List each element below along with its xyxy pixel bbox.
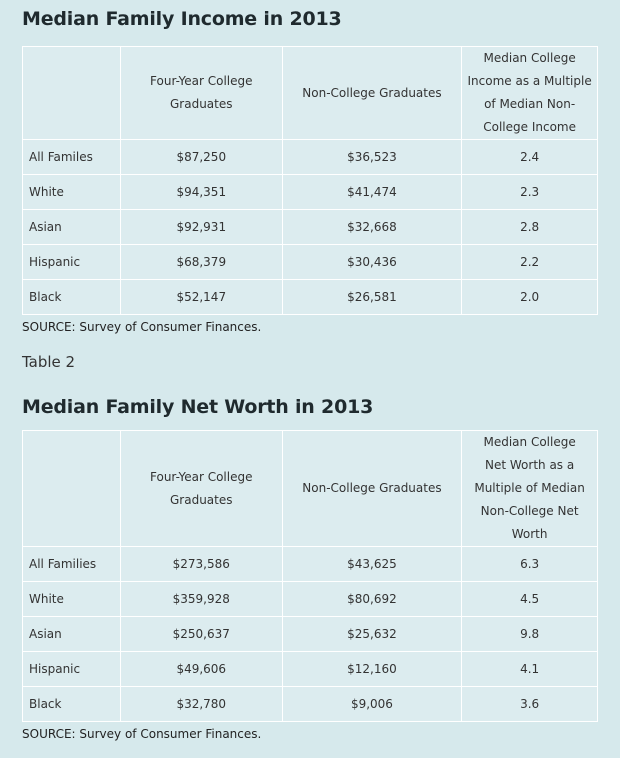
table-header-row	[23, 431, 598, 547]
table1-title: Median Family Income in 2013	[22, 8, 342, 30]
noncollege-value: $26,581	[282, 280, 462, 315]
row-label: All Families	[23, 547, 121, 582]
multiple-value: 4.5	[462, 582, 598, 617]
college-value: $49,606	[120, 652, 282, 687]
net-worth-table	[22, 430, 598, 722]
header-cell-empty	[23, 47, 121, 140]
table2-source: SOURCE: Survey of Consumer Finances.	[22, 727, 262, 741]
noncollege-value: $9,006	[282, 687, 462, 722]
college-value: $359,928	[120, 582, 282, 617]
college-value: $87,250	[120, 140, 282, 175]
header-cell-multiple: Median College Net Worth as a Multiple of Median Non-College Net Worth	[462, 431, 598, 547]
noncollege-value: $41,474	[282, 175, 462, 210]
row-label: Hispanic	[23, 652, 121, 687]
row-label: Black	[23, 280, 121, 315]
row-label: White	[23, 582, 121, 617]
multiple-value: 2.2	[462, 245, 598, 280]
header-cell-noncollege: Non-College Graduates	[282, 431, 462, 547]
row-label: Black	[23, 687, 121, 722]
multiple-value: 3.6	[462, 687, 598, 722]
noncollege-value: $12,160	[282, 652, 462, 687]
multiple-value: 2.8	[462, 210, 598, 245]
multiple-value: 2.4	[462, 140, 598, 175]
table-row	[23, 652, 598, 687]
multiple-value: 4.1	[462, 652, 598, 687]
multiple-value: 9.8	[462, 617, 598, 652]
table-row	[23, 687, 598, 722]
table-row	[23, 210, 598, 245]
noncollege-value: $43,625	[282, 547, 462, 582]
row-label: Asian	[23, 210, 121, 245]
table-row	[23, 547, 598, 582]
college-value: $68,379	[120, 245, 282, 280]
college-value: $94,351	[120, 175, 282, 210]
multiple-value: 2.3	[462, 175, 598, 210]
college-value: $32,780	[120, 687, 282, 722]
college-value: $250,637	[120, 617, 282, 652]
row-label: All Familes	[23, 140, 121, 175]
row-label: Asian	[23, 617, 121, 652]
noncollege-value: $36,523	[282, 140, 462, 175]
noncollege-value: $32,668	[282, 210, 462, 245]
table-row	[23, 280, 598, 315]
table2-label: Table 2	[22, 353, 76, 371]
noncollege-value: $30,436	[282, 245, 462, 280]
header-cell-college: Four-Year College Graduates	[120, 431, 282, 547]
income-table	[22, 46, 598, 315]
table1-source: SOURCE: Survey of Consumer Finances.	[22, 320, 262, 334]
college-value: $273,586	[120, 547, 282, 582]
noncollege-value: $80,692	[282, 582, 462, 617]
header-cell-multiple: Median College Income as a Multiple of Median Non-College Income	[462, 47, 598, 140]
multiple-value: 2.0	[462, 280, 598, 315]
multiple-value: 6.3	[462, 547, 598, 582]
table-header-row	[23, 47, 598, 140]
header-cell-noncollege: Non-College Graduates	[282, 47, 462, 140]
table-row	[23, 245, 598, 280]
noncollege-value: $25,632	[282, 617, 462, 652]
header-cell-college: Four-Year College Graduates	[120, 47, 282, 140]
table2-title: Median Family Net Worth in 2013	[22, 396, 374, 418]
table-row	[23, 175, 598, 210]
row-label: Hispanic	[23, 245, 121, 280]
college-value: $92,931	[120, 210, 282, 245]
table-row	[23, 582, 598, 617]
table-row	[23, 617, 598, 652]
header-cell-empty	[23, 431, 121, 547]
table-row	[23, 140, 598, 175]
college-value: $52,147	[120, 280, 282, 315]
row-label: White	[23, 175, 121, 210]
